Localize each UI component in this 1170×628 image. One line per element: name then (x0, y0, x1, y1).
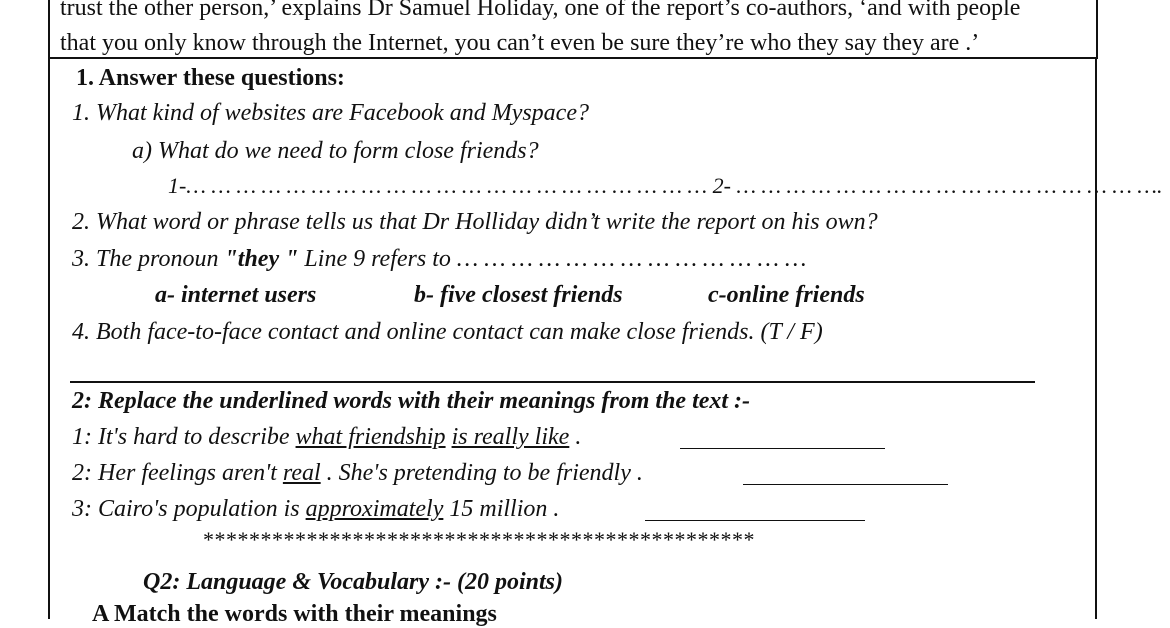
q2-partial-line: A Match the words with their meanings (92, 601, 497, 627)
answer-blank-2[interactable] (743, 464, 948, 485)
page-border-left (48, 59, 50, 619)
question-1a: a) What do we need to form close friends? (132, 138, 539, 164)
item1-underlined-2: is really like (451, 424, 570, 450)
item1-text-a: 1: It's hard to describe (72, 424, 296, 450)
item1-text-c: . (569, 424, 582, 450)
item2-text-a: 2: Her feelings aren't (72, 460, 283, 486)
answer-blank-1[interactable] (680, 428, 885, 449)
question-1: 1. What kind of websites are Facebook and Myspace? (72, 100, 589, 126)
question-3 (72, 245, 806, 273)
replace-item-2 (72, 459, 643, 487)
section1-heading: 1. Answer these questions: (76, 65, 345, 91)
section2-heading: 2: Replace the underlined words with their meanings from the text :- (72, 388, 751, 414)
q3-option-c: c-online friends (708, 282, 865, 308)
stars-divider: ************************************************ (203, 527, 755, 552)
item3-text-b: 15 million . (443, 496, 560, 522)
item3-text-a: 3: Cairo's population is (72, 496, 306, 522)
q3-suffix: Line 9 refers to … … … … … … … … … … … … … (298, 246, 807, 272)
q3-prefix: 3. The pronoun (72, 246, 225, 272)
q2-heading: Q2: Language & Vocabulary :- (20 points) (143, 569, 563, 595)
replace-item-3 (72, 495, 559, 523)
page-border-right (1095, 59, 1097, 619)
answer-blank-3[interactable] (645, 500, 865, 521)
item2-text-b: . She's pretending to be friendly . (320, 460, 643, 486)
replace-item-1 (72, 423, 581, 451)
question-1a-blanks: 1-… … … … … … … … … … … … … … … … … … … … … 2- … … … … … … … … … … … … … … … … …. (168, 173, 1163, 198)
question-4: 4. Both face-to-face contact and online contact can make close friends. (T / F) (72, 319, 823, 345)
question-2: 2. What word or phrase tells us that Dr Holliday didn’t write the report on his own? (72, 209, 878, 235)
passage-line-2: that you only know through the Internet, you can’t even be sure they’re who they say they are .’ (60, 30, 980, 56)
item1-underlined-1: what friendship (295, 424, 446, 450)
section-divider (70, 381, 1035, 383)
item3-underlined-1: approximately (305, 496, 444, 522)
q3-option-a: a- internet users (155, 282, 317, 308)
passage-line-1: trust the other person,’ explains Dr Samuel Holiday, one of the report’s co-authors, ‘and with people (60, 0, 1021, 21)
q3-pronoun: "they " (224, 246, 299, 272)
q3-option-b: b- five closest friends (414, 282, 623, 308)
item2-underlined-1: real (282, 460, 321, 486)
